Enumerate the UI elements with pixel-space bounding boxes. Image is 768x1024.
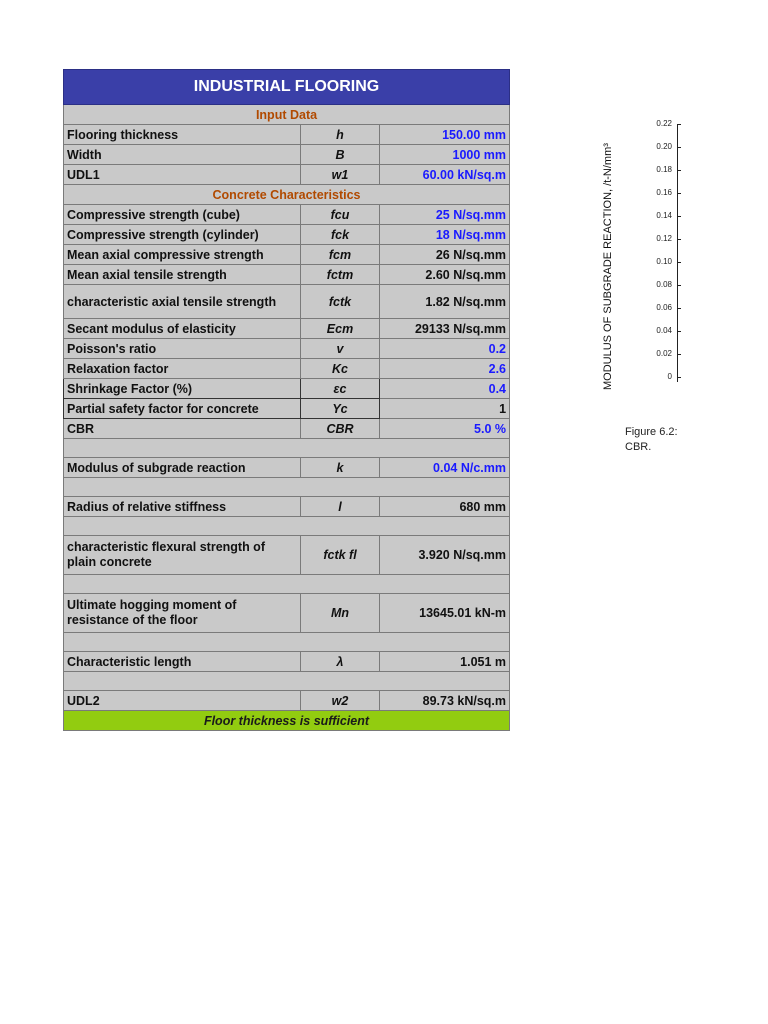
- blank-row: [64, 575, 510, 594]
- row-symbol: CBR: [301, 419, 380, 439]
- y-tick-label: 0.14: [656, 211, 672, 220]
- row-partial-safety: [64, 399, 510, 419]
- y-tick-mark: [677, 354, 681, 355]
- caption-line-1: Figure 6.2:: [625, 426, 678, 438]
- row-radius: [64, 497, 510, 517]
- row-label: Characteristic length: [64, 652, 301, 672]
- row-symbol: w2: [301, 691, 380, 711]
- y-tick-mark: [677, 216, 681, 217]
- row-label: Modulus of subgrade reaction: [64, 458, 301, 478]
- y-tick-mark: [677, 147, 681, 148]
- row-symbol: fcu: [301, 205, 380, 225]
- row-symbol: h: [301, 125, 380, 145]
- value-cell-fcm: 26 N/sq.mm: [380, 245, 510, 265]
- row-symbol: fctm: [301, 265, 380, 285]
- y-axis-line: [677, 124, 678, 382]
- row-label: Partial safety factor for concrete: [64, 399, 301, 419]
- row-label: characteristic axial tensile strength: [64, 285, 301, 319]
- row-symbol: Υc: [301, 399, 380, 419]
- y-tick-label: 0.16: [656, 188, 672, 197]
- row-label: Relaxation factor: [64, 359, 301, 379]
- row-fctm: [64, 265, 510, 285]
- value-cell-udl2: 89.73 kN/sq.m: [380, 691, 510, 711]
- row-label: Flooring thickness: [64, 125, 301, 145]
- input-cell-subgrade[interactable]: 0.04 N/c.mm: [380, 458, 510, 478]
- y-tick-mark: [677, 239, 681, 240]
- row-symbol: w1: [301, 165, 380, 185]
- y-tick-label: 0.02: [656, 349, 672, 358]
- y-tick-mark: [677, 377, 681, 378]
- input-cell-cbr[interactable]: 5.0 %: [380, 419, 510, 439]
- value-cell-fctk: 1.82 N/sq.mm: [380, 285, 510, 319]
- y-tick-label: 0.22: [656, 119, 672, 128]
- row-fcu: [64, 205, 510, 225]
- blank-row: [64, 478, 510, 497]
- row-label: Width: [64, 145, 301, 165]
- section-input-data: Input Data: [64, 105, 510, 125]
- row-symbol: fcm: [301, 245, 380, 265]
- row-poisson: [64, 339, 510, 359]
- y-tick-label: 0: [667, 372, 672, 381]
- value-cell-flexural: 3.920 N/sq.mm: [380, 536, 510, 575]
- value-cell-fctm: 2.60 N/sq.mm: [380, 265, 510, 285]
- value-cell-hogging-moment: 13645.01 kN-m: [380, 594, 510, 633]
- sheet-title: INDUSTRIAL FLOORING: [64, 70, 510, 105]
- row-label: Secant modulus of elasticity: [64, 319, 301, 339]
- value-cell-partial-safety[interactable]: 1: [380, 399, 510, 419]
- row-label: Compressive strength (cube): [64, 205, 301, 225]
- y-tick-label: 0.10: [656, 257, 672, 266]
- y-tick-label: 0.06: [656, 303, 672, 312]
- input-cell-width[interactable]: 1000 mm: [380, 145, 510, 165]
- row-shrinkage: [64, 379, 510, 399]
- row-udl2: [64, 691, 510, 711]
- figure-caption: [625, 425, 678, 455]
- row-label: Mean axial tensile strength: [64, 265, 301, 285]
- row-symbol: B: [301, 145, 380, 165]
- y-tick-mark: [677, 262, 681, 263]
- row-udl1: [64, 165, 510, 185]
- row-subgrade: [64, 458, 510, 478]
- row-cbr: [64, 419, 510, 439]
- blank-row: [64, 672, 510, 691]
- row-label: characteristic flexural strength of plain concrete: [64, 536, 301, 575]
- caption-line-2: CBR.: [625, 441, 652, 453]
- y-tick-mark: [677, 285, 681, 286]
- section-concrete-characteristics: Concrete Characteristics: [64, 185, 510, 205]
- result-status: Floor thickness is sufficient: [64, 711, 510, 731]
- row-symbol: k: [301, 458, 380, 478]
- row-symbol: v: [301, 339, 380, 359]
- blank-row: [64, 517, 510, 536]
- row-label: Radius of relative stiffness: [64, 497, 301, 517]
- blank-row: [64, 633, 510, 652]
- row-fctk: [64, 285, 510, 319]
- row-symbol: fctk: [301, 285, 380, 319]
- row-symbol: l: [301, 497, 380, 517]
- row-symbol: fck: [301, 225, 380, 245]
- row-symbol: εc: [301, 379, 380, 399]
- y-tick-mark: [677, 308, 681, 309]
- row-symbol: Kc: [301, 359, 380, 379]
- y-tick-label: 0.18: [656, 165, 672, 174]
- y-tick-mark: [677, 124, 681, 125]
- y-tick-mark: [677, 193, 681, 194]
- row-fcm: [64, 245, 510, 265]
- input-cell-poisson[interactable]: 0.2: [380, 339, 510, 359]
- industrial-flooring-table: [63, 69, 510, 731]
- y-tick-label: 0.12: [656, 234, 672, 243]
- row-symbol: λ: [301, 652, 380, 672]
- row-label: Poisson's ratio: [64, 339, 301, 359]
- row-ecm: [64, 319, 510, 339]
- input-cell-thickness[interactable]: 150.00 mm: [380, 125, 510, 145]
- input-cell-shrinkage[interactable]: 0.4: [380, 379, 510, 399]
- row-fck: [64, 225, 510, 245]
- y-tick-mark: [677, 331, 681, 332]
- input-cell-fck[interactable]: 18 N/sq.mm: [380, 225, 510, 245]
- value-cell-radius: 680 mm: [380, 497, 510, 517]
- y-tick-label: 0.04: [656, 326, 672, 335]
- y-tick-label: 0.20: [656, 142, 672, 151]
- row-symbol: Mn: [301, 594, 380, 633]
- row-width: [64, 145, 510, 165]
- row-label: Ultimate hogging moment of resistance of the floor: [64, 594, 301, 633]
- row-symbol: Ecm: [301, 319, 380, 339]
- y-axis-title: MODULUS OF SUBGRADE REACTION, /t-N/mm³: [602, 143, 614, 390]
- y-tick-mark: [677, 170, 681, 171]
- row-label: CBR: [64, 419, 301, 439]
- y-tick-label: 0.08: [656, 280, 672, 289]
- row-label: UDL2: [64, 691, 301, 711]
- row-flexural: [64, 536, 510, 575]
- input-cell-relaxation[interactable]: 2.6: [380, 359, 510, 379]
- value-cell-char-length: 1.051 m: [380, 652, 510, 672]
- input-cell-udl1[interactable]: 60.00 kN/sq.m: [380, 165, 510, 185]
- row-label: Compressive strength (cylinder): [64, 225, 301, 245]
- row-relaxation: [64, 359, 510, 379]
- input-cell-fcu[interactable]: 25 N/sq.mm: [380, 205, 510, 225]
- blank-row: [64, 439, 510, 458]
- row-label: UDL1: [64, 165, 301, 185]
- row-hogging-moment: [64, 594, 510, 633]
- row-label: Mean axial compressive strength: [64, 245, 301, 265]
- row-label: Shrinkage Factor (%): [64, 379, 301, 399]
- value-cell-ecm: 29133 N/sq.mm: [380, 319, 510, 339]
- row-thickness: [64, 125, 510, 145]
- row-symbol: fctk fl: [301, 536, 380, 575]
- row-char-length: [64, 652, 510, 672]
